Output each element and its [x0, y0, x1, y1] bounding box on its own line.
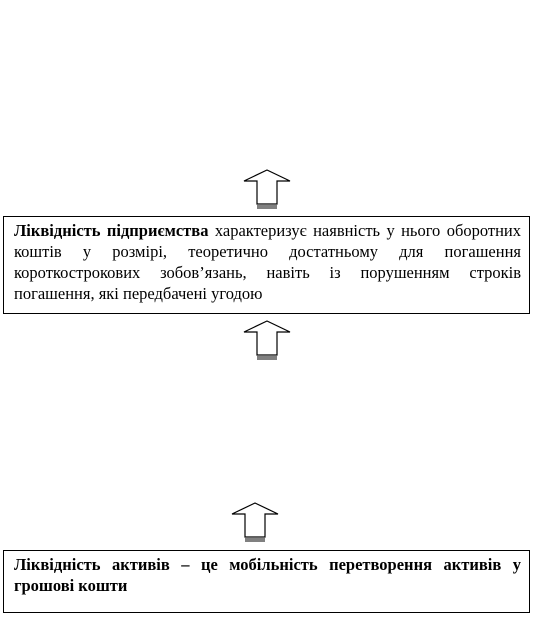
- up-arrow-icon: [230, 502, 280, 544]
- up-arrow-icon: [242, 169, 292, 211]
- asset-liquidity-term: Ліквідність активів: [14, 555, 170, 574]
- enterprise-liquidity-definition: [3, 216, 530, 314]
- enterprise-liquidity-term: Ліквідність підприємства: [14, 221, 209, 240]
- up-arrow-icon: [242, 320, 292, 362]
- asset-liquidity-text: – це мобільність перетворення активів у грошові кошти: [14, 555, 521, 595]
- enterprise-liquidity-text: характеризує наявність у нього оборотних коштів у розмірі, теоретично достатньому для погашення короткострокових зобов’язань, навіть із порушенням строків погашення, які передбачені угодою: [14, 221, 521, 303]
- asset-liquidity-definition: [3, 550, 530, 613]
